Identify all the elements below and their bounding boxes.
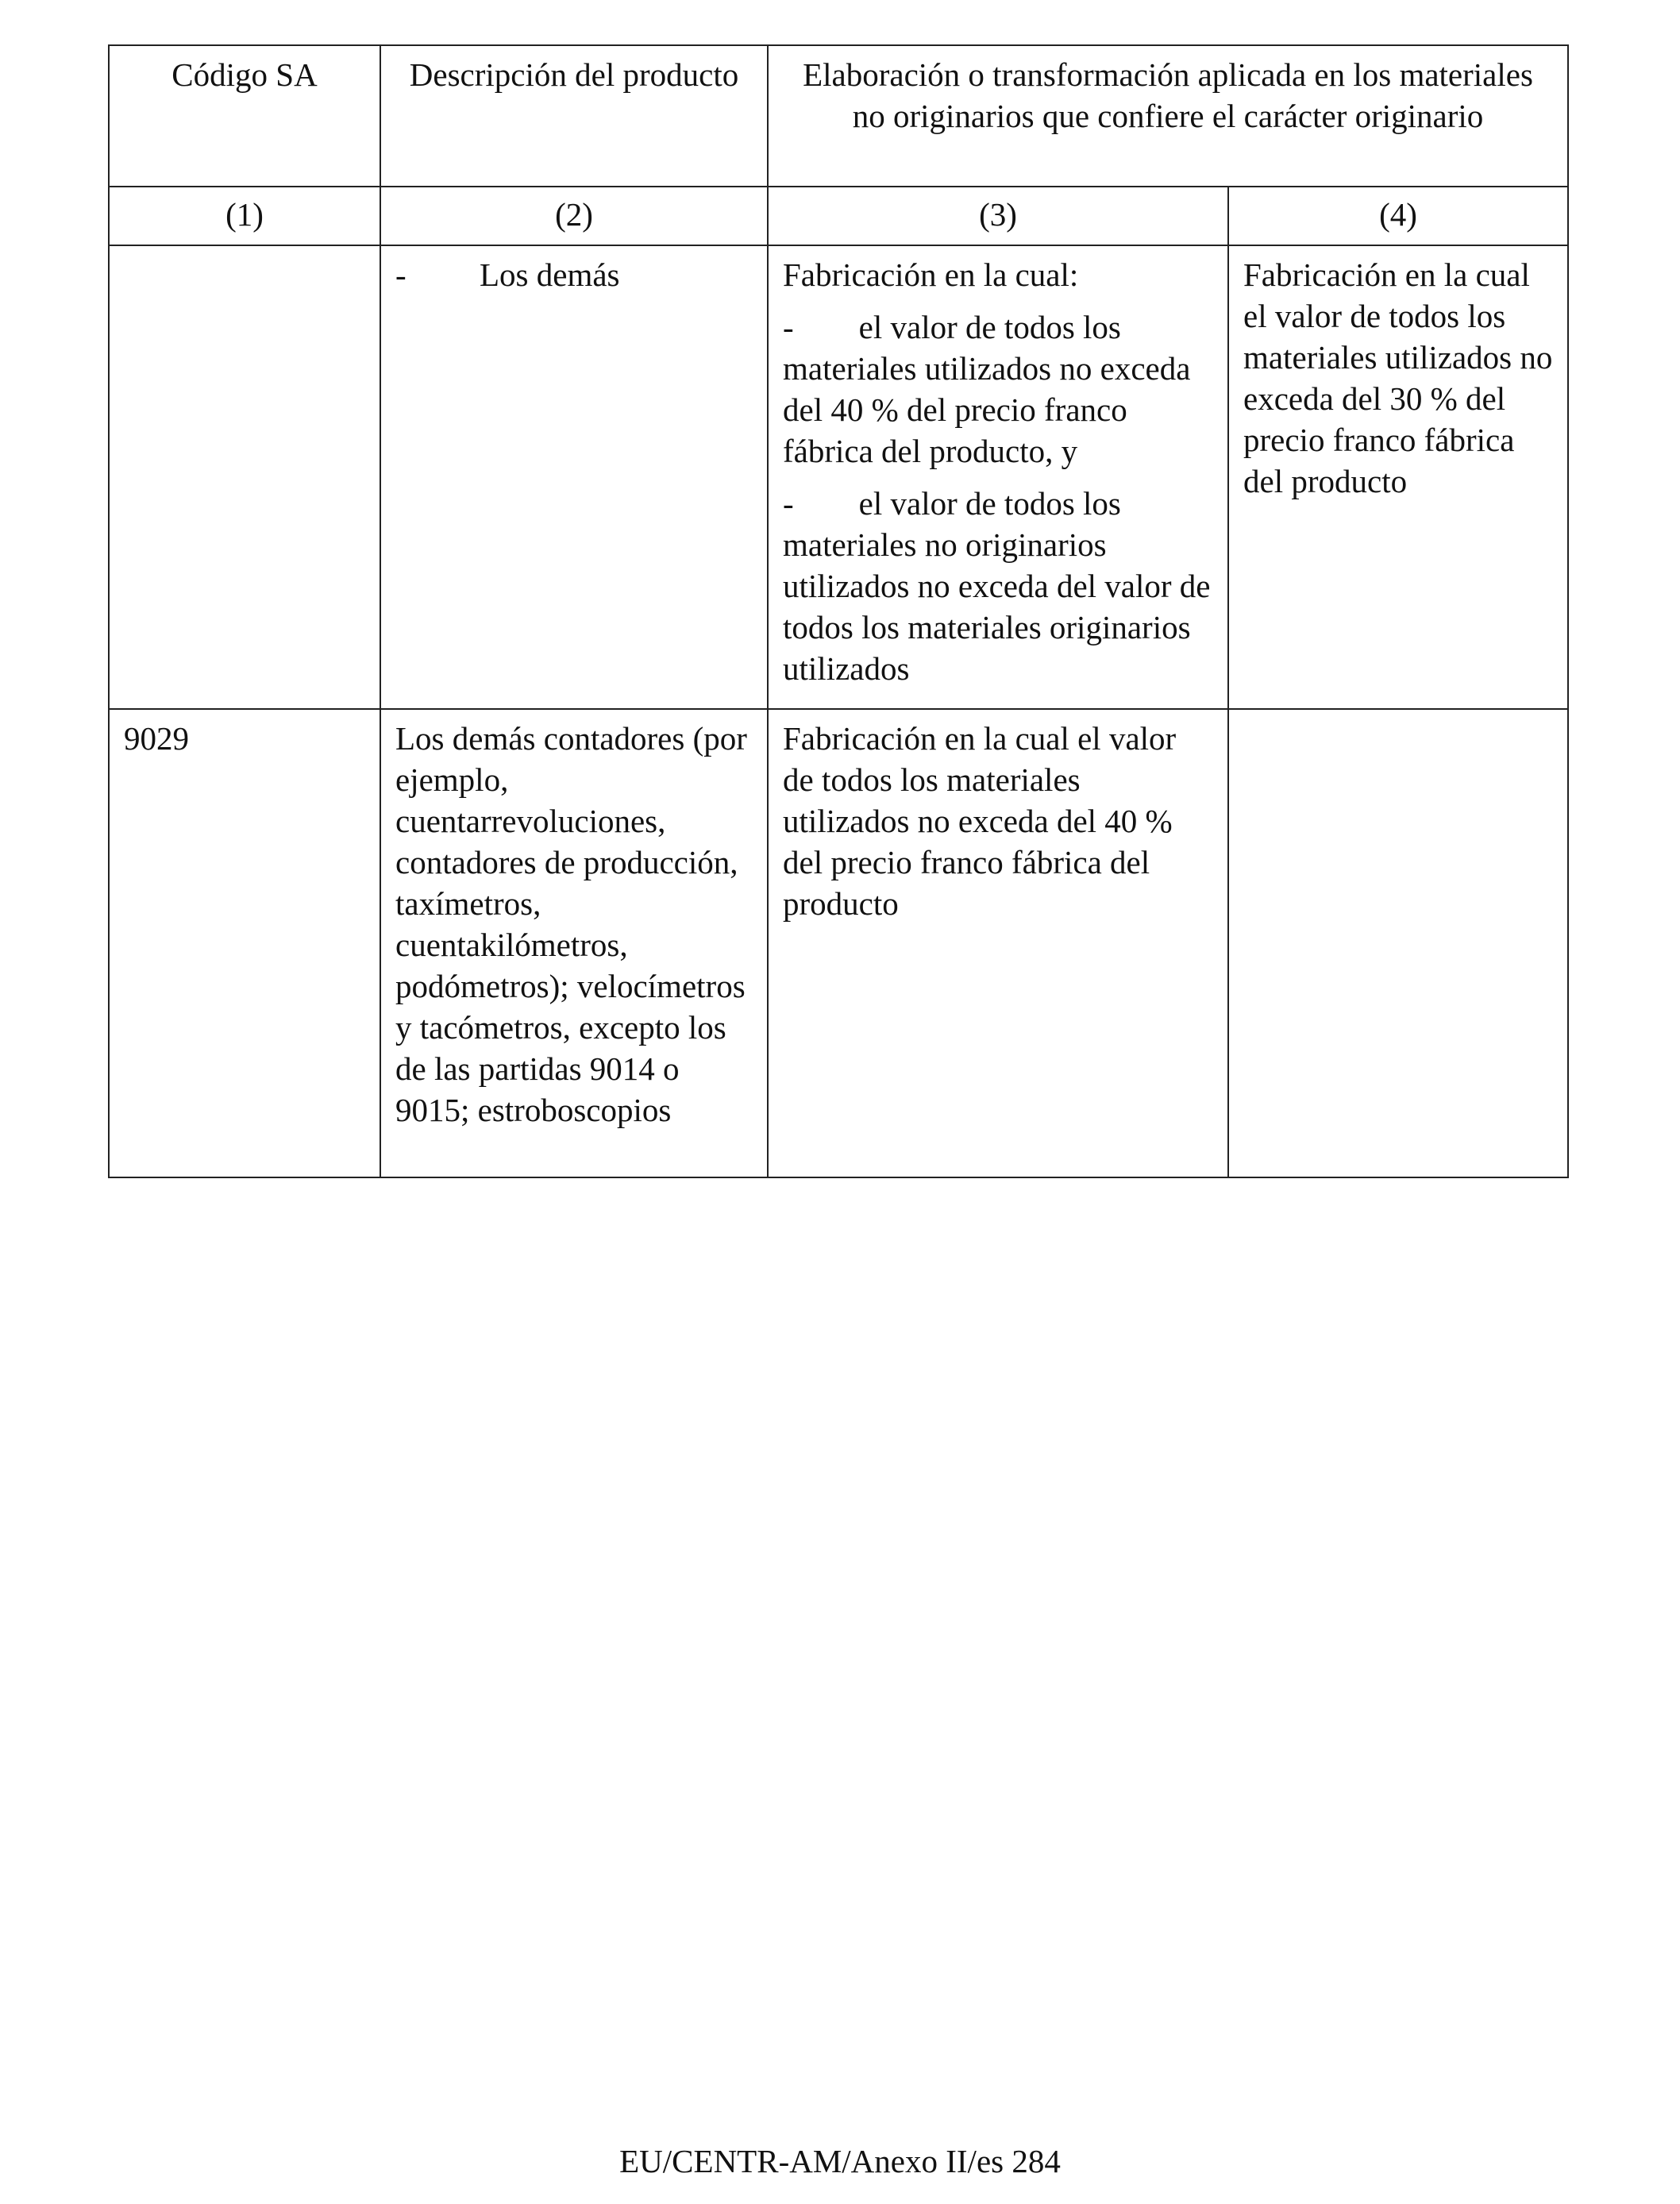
table-header-row: [109, 45, 1568, 187]
processing-cell: Fabricación en la cual el valor de todos los materiales utilizados no exceda del 40 % del precio franco fábrica del producto: [768, 709, 1228, 1177]
column-number-4: (4): [1228, 187, 1568, 245]
column-number-row: [109, 187, 1568, 245]
table-row: [109, 245, 1568, 709]
processing-item: [783, 483, 1213, 689]
header-hs-code: Código SA: [109, 45, 380, 187]
alternative-processing-cell: Fabricación en la cual el valor de todos los materiales utilizados no exceda del 30 % del precio franco fábrica del producto: [1228, 245, 1568, 709]
header-working-processing: Elaboración o transformación aplicada en los materiales no originarios que confiere el carácter originario: [768, 45, 1568, 187]
description-cell: [380, 245, 768, 709]
dash-marker: -: [783, 309, 794, 345]
column-number-3: (3): [768, 187, 1228, 245]
rules-of-origin-table: [108, 44, 1569, 1178]
hs-code-cell: [109, 245, 380, 709]
processing-intro: Fabricación en la cual:: [783, 256, 1079, 293]
page-footer: EU/CENTR-AM/Anexo II/es 284: [619, 2143, 1061, 2179]
description-cell: Los demás contadores (por ejemplo, cuentarrevoluciones, contadores de producción, taxímetros, cuentakilómetros, podómetros); velocímetros y tacómetros, excepto los de las partidas 9014 o 9015; estroboscopios: [380, 709, 768, 1177]
processing-cell: [768, 245, 1228, 709]
dash-marker: -: [783, 485, 794, 522]
dash-marker: -: [395, 256, 407, 293]
description-text: Los demás: [480, 256, 620, 293]
processing-item-text: el valor de todos los materiales no originarios utilizados no exceda del valor de todos los materiales originarios utilizados: [783, 485, 1211, 687]
description-dash-item: [395, 254, 753, 295]
table-row: [109, 709, 1568, 1177]
column-number-2: (2): [380, 187, 768, 245]
header-product-description: Descripción del producto: [380, 45, 768, 187]
hs-code-cell: 9029: [109, 709, 380, 1177]
processing-item-text: el valor de todos los materiales utilizados no exceda del 40 % del precio franco fábrica del producto, y: [783, 309, 1191, 469]
processing-item: [783, 306, 1213, 472]
alternative-processing-cell: [1228, 709, 1568, 1177]
column-number-1: (1): [109, 187, 380, 245]
